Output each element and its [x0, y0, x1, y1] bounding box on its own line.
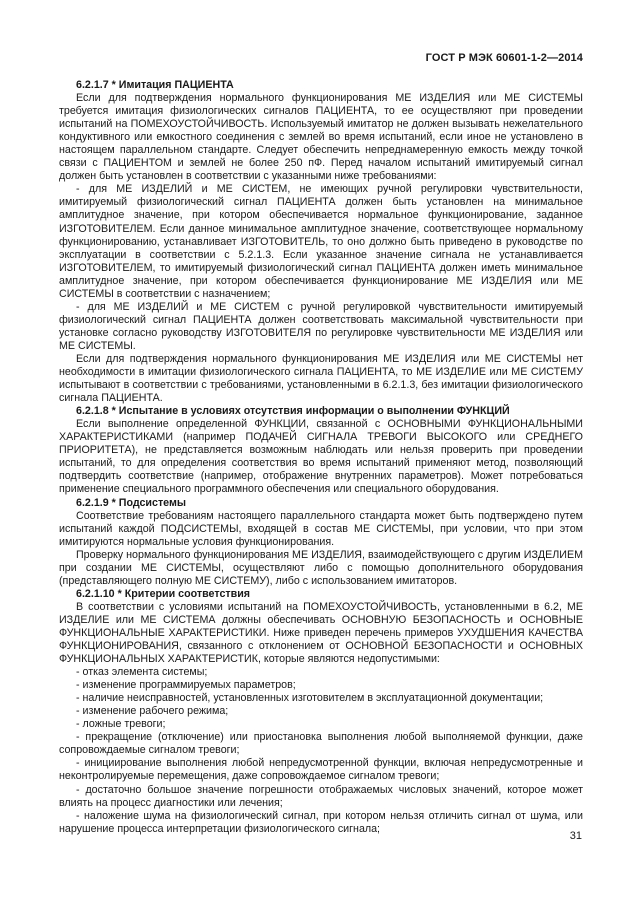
- list-item: - инициирование выполнения любой непредусмотренной функции, включая непредусмотренные и неконтролируемые перемещения, даже сопровождаемое сигналом тревоги;: [59, 757, 583, 783]
- main-text: [59, 79, 583, 836]
- clause-heading: 6.2.1.9 * Подсистемы: [76, 496, 187, 509]
- list-item: - изменение рабочего режима;: [76, 705, 229, 718]
- list-item: - ложные тревоги;: [76, 718, 166, 731]
- list-item: - наличие неисправностей, установленных изготовителем в эксплуатационной документации;: [76, 692, 544, 705]
- clause-heading: 6.2.1.10 * Критерии соответствия: [76, 587, 251, 600]
- list-item: - наложение шума на физиологический сигнал, при котором нельзя отличить сигнал от шума, или нарушение процесса интерпретации физиологического сигнала;: [59, 809, 583, 835]
- list-item: - изменение программируемых параметров;: [76, 679, 296, 692]
- paragraph: Если выполнение определенной ФУНКЦИИ, связанной с ОСНОВНЫМИ ФУНКЦИОНАЛЬНЫМИ ХАРАКТЕРИСТИКАМИ (например ПОДАЧЕЙ СИГНАЛА ТРЕВОГИ ВЫСОКОГО или СРЕДНЕГО ПРИОРИТЕТА), не представляется возможным наблюдать или нельзя проверить при проведении испытаний, то для определения соответствия во время испытаний применяют метод, позволяющий подтвердить соответствие (например, отображение внутренних параметров). Может потребоваться применение специального программного обеспечения или специального оборудования.: [59, 418, 583, 496]
- page-number: 31: [569, 830, 582, 842]
- paragraph: Соответствие требованиям настоящего параллельного стандарта может быть подтверждено путем испытаний каждой ПОДСИСТЕМЫ, входящей в состав МЕ СИСТЕМЫ, при условии, что при этом имитируются нормальные условия функционирования.: [59, 509, 583, 548]
- list-item: - для МЕ ИЗДЕЛИЙ и МЕ СИСТЕМ, не имеющих ручной регулировки чувствительности, имитируемый физиологический сигнал ПАЦИЕНТА должен быть установлен на минимальное амплитудное значение, при котором обеспечивается нормальное функционирование, заданное ИЗГОТОВИТЕЛЕМ. Если данное минимальное амплитудное значение, соответствующее нормальному функционированию, устанавливает ИЗГОТОВИТЕЛЬ, то оно должно быть приведено в руководстве по эксплуатации в соответствии с 5.2.1.3. Если указанное значение сигнала не устанавливается ИЗГОТОВИТЕЛЕМ, то имитируемый физиологический сигнал ПАЦИЕНТА должен иметь минимальное амплитудное значение, при котором обеспечивается функционирование МЕ ИЗДЕЛИЯ или МЕ СИСТЕМЫ в соответствии с назначением;: [59, 183, 583, 300]
- paragraph: Если для подтверждения нормального функционирования МЕ ИЗДЕЛИЯ или МЕ СИСТЕМЫ требуется имитация физиологических сигналов ПАЦИЕНТА, то ее осуществляют при проведении испытаний на ПОМЕХОУСТОЙЧИВОСТЬ. Используемый имитатор не должен вызывать нежелательного кондуктивного или емкостного соединения с землей во время испытаний, если иное не установлено в настоящем параллельном стандарте. Следует обеспечить непреднамеренную емкость между точкой связи с ПАЦИЕНТОМ и землей не более 250 пФ. Перед началом испытаний имитируемый сигнал должен быть установлен в соответствии с указанными ниже требованиями:: [59, 92, 583, 183]
- paragraph: Если для подтверждения нормального функционирования МЕ ИЗДЕЛИЯ или МЕ СИСТЕМЫ нет необходимости в имитации физиологического сигнала ПАЦИЕНТА, то МЕ ИЗДЕЛИЕ или МЕ СИСТЕМУ испытывают в соответствии с требованиями, установленными в 6.2.1.3, без имитации физиологического сигнала ПАЦИЕНТА.: [59, 352, 583, 405]
- clause-heading: 6.2.1.8 * Испытание в условиях отсутствия информации о выполнении ФУНКЦИЙ: [76, 405, 510, 418]
- standard-header: ГОСТ Р МЭК 60601-1-2—2014: [425, 52, 583, 64]
- list-item: - для МЕ ИЗДЕЛИЙ и МЕ СИСТЕМ с ручной регулировкой чувствительности имитируемый физиологический сигнал ПАЦИЕНТА должен соответствовать максимальной чувствительности при установке согласно руководству ИЗГОТОВИТЕЛЯ по регулировке чувствительности МЕ ИЗДЕЛИЯ или МЕ СИСТЕМЫ.: [59, 300, 583, 352]
- clause-heading: 6.2.1.7 * Имитация ПАЦИЕНТА: [76, 79, 234, 91]
- paragraph: Проверку нормального функционирования МЕ ИЗДЕЛИЯ, взаимодействующего с другим ИЗДЕЛИЕМ при создании МЕ СИСТЕМЫ, осуществляют либо с помощью дополнительного оборудования (представляющего полную МЕ СИСТЕМУ), либо с использованием имитаторов.: [59, 548, 583, 587]
- list-item: - прекращение (отключение) или приостановка выполнения любой выполняемой функции, даже сопровождаемые сигналом тревоги;: [59, 731, 583, 757]
- paragraph: В соответствии с условиями испытаний на ПОМЕХОУСТОЙЧИВОСТЬ, установленными в 6.2, МЕ ИЗДЕЛИЕ или МЕ СИСТЕМА должны обеспечивать ОСНОВНУЮ БЕЗОПАСНОСТЬ и ОСНОВНЫЕ ФУНКЦИОНАЛЬНЫЕ ХАРАКТЕРИСТИКИ. Ниже приведен перечень примеров УХУДШЕНИЯ КАЧЕСТВА ФУНКЦИОНИРОВАНИЯ, связанного с отклонением от ОСНОВНОЙ БЕЗОПАСНОСТИ и ОСНОВНЫХ ФУНКЦИОНАЛЬНЫХ ХАРАКТЕРИСТИК, которые являются недопустимыми:: [59, 600, 583, 666]
- list-item: - достаточно большое значение погрешности отображаемых числовых значений, которое может влиять на процесс диагностики или лечения;: [59, 783, 583, 809]
- list-item: - отказ элемента системы;: [76, 666, 208, 679]
